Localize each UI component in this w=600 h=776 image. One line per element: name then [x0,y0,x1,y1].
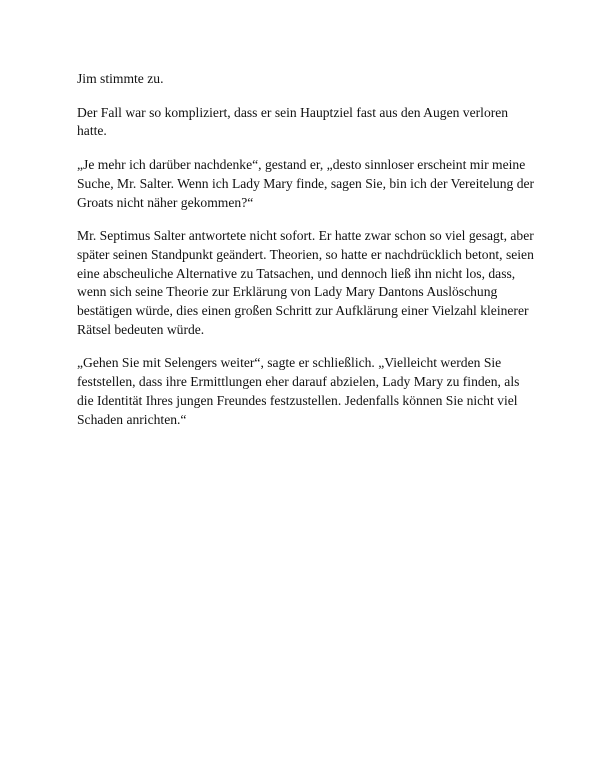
paragraph: Der Fall war so kompliziert, dass er sein Hauptziel fast aus den Augen verloren hatte. [77,104,509,139]
paragraph: Jim stimmte zu. [77,71,164,86]
paragraph: „Gehen Sie mit Selengers weiter“, sagte er schließlich. „Vielleicht werden Sie feststellen, dass ihre Ermittlungen eher darauf abzielen, Lady Mary zu finden, als die Identität Ihres jungen Freundes festzustellen. Jedenfalls können Sie nicht viel Schaden anrichten.“ [77,355,520,427]
body-text [77,70,537,444]
paragraph: Mr. Septimus Salter antwortete nicht sofort. Er hatte zwar schon so viel gesagt, aber später seinen Standpunkt geändert. Theorien, so hatte er nachdrücklich betont, seien eine abscheuliche Alternative zu Tatsachen, und dennoch ließ ihn nicht los, dass, wenn sich seine Theorie zur Erklärung von Lady Mary Dantons Auslöschung bestätigen würde, dies einen großen Schritt zur Aufklärung einer Vielzahl kleinerer Rätsel bedeuten würde. [77,228,534,337]
paragraph: „Je mehr ich darüber nachdenke“, gestand er, „desto sinnloser erscheint mir meine Suche, Mr. Salter. Wenn ich Lady Mary finde, sagen Sie, bin ich der Vereitelung der Groats nicht näher gekommen?“ [77,157,535,210]
